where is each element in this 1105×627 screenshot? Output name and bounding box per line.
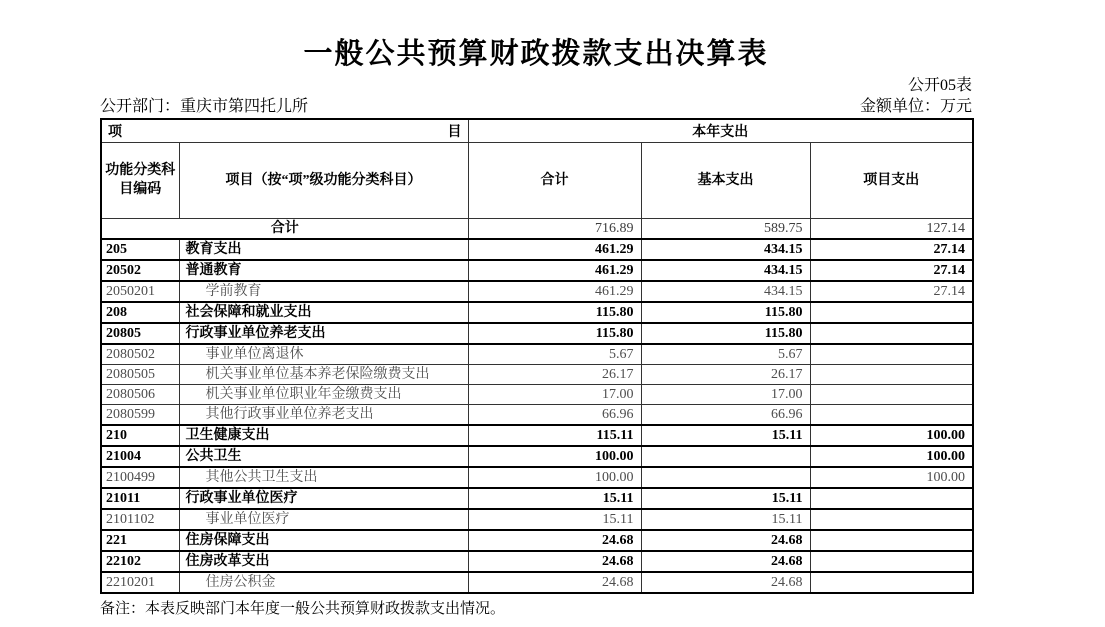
row-total-cell: 5.67 — [468, 344, 641, 365]
row-total-cell: 461.29 — [468, 281, 641, 302]
row-basic-cell: 434.15 — [641, 260, 810, 281]
row-project-cell — [810, 404, 973, 425]
row-name-cell: 事业单位医疗 — [179, 509, 468, 530]
page-title: 一般公共预算财政拨款支出决算表 — [303, 38, 769, 70]
row-project-cell — [810, 302, 973, 323]
row-code-cell: 2210201 — [101, 572, 179, 593]
table-row — [101, 404, 973, 425]
total-row-basic: 589.75 — [641, 218, 810, 239]
row-project-cell — [810, 509, 973, 530]
row-name-cell: 卫生健康支出 — [179, 425, 468, 446]
row-basic-cell: 15.11 — [641, 509, 810, 530]
row-basic-cell: 15.11 — [641, 425, 810, 446]
row-total-cell: 17.00 — [468, 384, 641, 404]
row-project-cell — [810, 364, 973, 384]
row-project-cell: 27.14 — [810, 239, 973, 260]
row-name-cell: 机关事业单位基本养老保险缴费支出 — [179, 364, 468, 384]
row-total-cell: 115.80 — [468, 323, 641, 344]
row-name-cell: 机关事业单位职业年金缴费支出 — [179, 384, 468, 404]
row-project-cell: 100.00 — [810, 425, 973, 446]
total-row-project: 127.14 — [810, 218, 973, 239]
header-col-basic: 基本支出 — [641, 142, 810, 218]
row-project-cell — [810, 323, 973, 344]
header-col-project: 项目支出 — [810, 142, 973, 218]
table-row — [101, 467, 973, 488]
total-row-label: 合计 — [101, 218, 468, 239]
row-code-cell: 2050201 — [101, 281, 179, 302]
header-item-group — [101, 119, 468, 142]
table-row — [101, 425, 973, 446]
row-total-cell: 115.11 — [468, 425, 641, 446]
row-basic-cell: 434.15 — [641, 281, 810, 302]
row-basic-cell: 115.80 — [641, 323, 810, 344]
row-code-cell: 2080506 — [101, 384, 179, 404]
row-total-cell: 115.80 — [468, 302, 641, 323]
row-code-cell: 21004 — [101, 446, 179, 467]
row-basic-cell: 5.67 — [641, 344, 810, 365]
department-label: 公开部门：重庆市第四托儿所 — [100, 98, 309, 115]
row-total-cell: 24.68 — [468, 572, 641, 593]
table-row — [101, 302, 973, 323]
row-name-cell: 住房保障支出 — [179, 530, 468, 551]
table-row — [101, 344, 973, 365]
row-code-cell: 2100499 — [101, 467, 179, 488]
row-project-cell — [810, 344, 973, 365]
row-name-cell: 普通教育 — [179, 260, 468, 281]
row-name-cell: 教育支出 — [179, 239, 468, 260]
row-total-cell: 66.96 — [468, 404, 641, 425]
header-row-columns — [101, 142, 973, 218]
row-project-cell: 100.00 — [810, 446, 973, 467]
report-content — [100, 0, 972, 619]
row-code-cell: 21011 — [101, 488, 179, 509]
table-row — [101, 323, 973, 344]
row-total-cell: 15.11 — [468, 509, 641, 530]
row-basic-cell: 15.11 — [641, 488, 810, 509]
row-name-cell: 学前教育 — [179, 281, 468, 302]
table-row — [101, 488, 973, 509]
table-row — [101, 572, 973, 593]
row-code-cell: 221 — [101, 530, 179, 551]
row-total-cell: 100.00 — [468, 467, 641, 488]
row-project-cell — [810, 530, 973, 551]
row-name-cell: 行政事业单位医疗 — [179, 488, 468, 509]
row-basic-cell: 66.96 — [641, 404, 810, 425]
row-total-cell: 24.68 — [468, 551, 641, 572]
row-project-cell — [810, 384, 973, 404]
table-body — [101, 218, 973, 593]
row-name-cell: 住房改革支出 — [179, 551, 468, 572]
header-year-expenditure: 本年支出 — [468, 119, 973, 142]
row-basic-cell: 434.15 — [641, 239, 810, 260]
row-name-cell: 其他公共卫生支出 — [179, 467, 468, 488]
row-code-cell: 2101102 — [101, 509, 179, 530]
row-project-cell: 27.14 — [810, 260, 973, 281]
row-total-cell: 24.68 — [468, 530, 641, 551]
row-code-cell: 208 — [101, 302, 179, 323]
row-code-cell: 20805 — [101, 323, 179, 344]
row-basic-cell: 24.68 — [641, 551, 810, 572]
table-row — [101, 509, 973, 530]
header-row-group — [101, 119, 973, 142]
table-row — [101, 530, 973, 551]
header-col-total: 合计 — [468, 142, 641, 218]
header-col-code: 功能分类科目编码 — [101, 142, 179, 218]
row-name-cell: 事业单位离退休 — [179, 344, 468, 365]
table-row — [101, 364, 973, 384]
row-code-cell: 205 — [101, 239, 179, 260]
header-col-item: 项目（按“项”级功能分类科目） — [179, 142, 468, 218]
meta-row — [100, 97, 972, 118]
row-name-cell: 其他行政事业单位养老支出 — [179, 404, 468, 425]
table-row — [101, 384, 973, 404]
row-total-cell: 26.17 — [468, 364, 641, 384]
table-row — [101, 260, 973, 281]
unit-label: 金额单位：万元 — [859, 98, 972, 115]
table-number: 公开05表 — [907, 77, 972, 94]
row-basic-cell — [641, 467, 810, 488]
row-project-cell: 100.00 — [810, 467, 973, 488]
total-row-total: 716.89 — [468, 218, 641, 239]
row-name-cell: 社会保障和就业支出 — [179, 302, 468, 323]
row-name-cell: 行政事业单位养老支出 — [179, 323, 468, 344]
header-item-char-left: 项 — [108, 124, 122, 140]
total-row — [101, 218, 973, 239]
row-basic-cell: 26.17 — [641, 364, 810, 384]
table-header — [101, 119, 973, 218]
row-code-cell: 2080502 — [101, 344, 179, 365]
row-total-cell: 461.29 — [468, 260, 641, 281]
row-code-cell: 2080505 — [101, 364, 179, 384]
row-code-cell: 210 — [101, 425, 179, 446]
row-basic-cell — [641, 446, 810, 467]
row-total-cell: 15.11 — [468, 488, 641, 509]
row-basic-cell: 115.80 — [641, 302, 810, 323]
table-row — [101, 446, 973, 467]
row-project-cell — [810, 572, 973, 593]
row-code-cell: 2080599 — [101, 404, 179, 425]
row-total-cell: 100.00 — [468, 446, 641, 467]
expenditure-table — [100, 118, 974, 594]
row-project-cell: 27.14 — [810, 281, 973, 302]
row-name-cell: 公共卫生 — [179, 446, 468, 467]
row-total-cell: 461.29 — [468, 239, 641, 260]
row-basic-cell: 17.00 — [641, 384, 810, 404]
table-row — [101, 239, 973, 260]
footnote: 备注：本表反映部门本年度一般公共预算财政拨款支出情况。 — [100, 600, 506, 617]
row-basic-cell: 24.68 — [641, 530, 810, 551]
row-code-cell: 22102 — [101, 551, 179, 572]
row-project-cell — [810, 488, 973, 509]
table-row — [101, 551, 973, 572]
row-name-cell: 住房公积金 — [179, 572, 468, 593]
table-row — [101, 281, 973, 302]
header-item-char-right: 目 — [447, 124, 462, 140]
row-code-cell: 20502 — [101, 260, 179, 281]
row-basic-cell: 24.68 — [641, 572, 810, 593]
row-project-cell — [810, 551, 973, 572]
